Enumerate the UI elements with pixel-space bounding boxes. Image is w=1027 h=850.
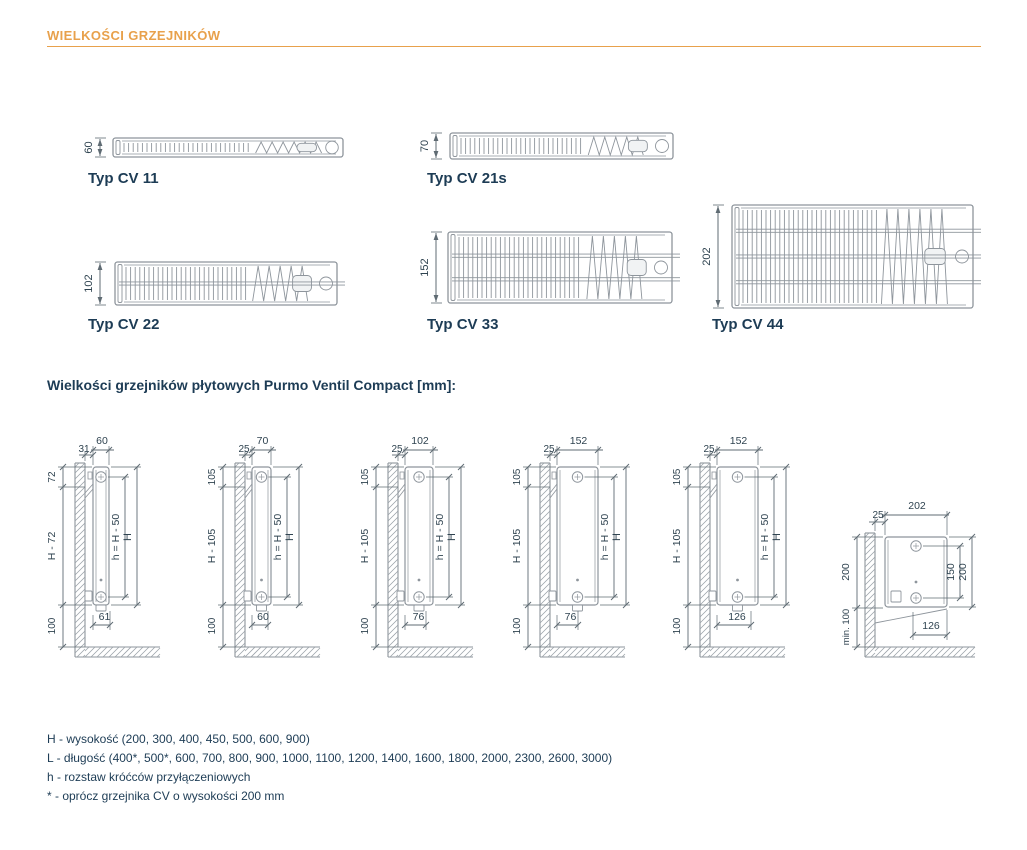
- section-heading: Wielkości grzejników płytowych Purmo Ventil Compact [mm]:: [47, 377, 457, 393]
- side-view-diagram-5: [671, 435, 790, 657]
- dim-middle: H - 105: [671, 528, 683, 564]
- dim-bottom-width: 76: [412, 611, 425, 623]
- dim-wall-gap: 25: [703, 444, 715, 455]
- side-view-diagram-3: [359, 435, 473, 657]
- side-view-diagram-1: [46, 435, 160, 657]
- dim-top-width: 202: [908, 500, 926, 512]
- dim-outer-height: H: [446, 533, 458, 541]
- dim-lower: 100: [360, 617, 371, 635]
- dim-wall-gap: 25: [872, 510, 884, 521]
- page-title: WIELKOŚCI GRZEJNIKÓW: [47, 28, 221, 43]
- side-view-diagram-2: [206, 435, 320, 657]
- type-label-cv44: Typ CV 44: [712, 316, 784, 333]
- dim-outer-height: H: [284, 533, 296, 541]
- top-view-height-label: 152: [419, 258, 431, 277]
- legend-length: L - długość (400*, 500*, 600, 700, 800, 900, 1000, 1100, 1200, 1400, 1600, 1800, 2000, 2300, 2600, 3000): [47, 751, 613, 765]
- dim-inner-height: h = H - 50: [599, 513, 611, 561]
- dim-middle: H - 105: [206, 528, 218, 564]
- side-view-diagram-4: [511, 435, 630, 657]
- dim-middle: H - 105: [511, 528, 523, 564]
- dim-inner-height: h = H - 50: [759, 513, 771, 561]
- dim-lower: 100: [207, 617, 218, 635]
- dim-upper: 105: [360, 468, 371, 486]
- dim-top-width: 70: [256, 435, 269, 447]
- legend-footnote: * - oprócz grzejnika CV o wysokości 200 mm: [47, 789, 285, 803]
- radiator-top-view-3: [83, 262, 345, 305]
- dim-lower: 100: [672, 617, 683, 635]
- dim-lower: 100: [47, 617, 58, 635]
- dim-top-width: 152: [569, 435, 588, 447]
- dim-wall-gap: 25: [238, 444, 250, 455]
- corner-view-diagram: [840, 500, 976, 657]
- top-view-height-label: 60: [83, 141, 95, 154]
- dim-wall-gap: 25: [391, 444, 403, 455]
- dim-wall-gap: 31: [78, 444, 90, 455]
- dim-inner-height: h = H - 50: [272, 513, 284, 561]
- dim-bottom-left: min. 100: [841, 608, 852, 646]
- dim-upper: 105: [207, 468, 218, 486]
- dim-bottom-width: 76: [564, 611, 577, 623]
- radiator-top-view-4: [419, 232, 680, 303]
- dim-middle: H - 105: [359, 528, 371, 564]
- dim-inner-height: h = H - 50: [434, 513, 446, 561]
- type-label-cv11: Typ CV 11: [88, 170, 159, 187]
- top-view-height-label: 202: [701, 247, 713, 266]
- header-divider: [47, 46, 981, 47]
- dim-top-width: 102: [411, 435, 429, 447]
- dim-lower: 100: [512, 617, 523, 635]
- dim-top-width: 152: [729, 435, 748, 447]
- dim-bottom-width: 61: [98, 611, 111, 623]
- dim-right-height: 200: [957, 563, 969, 581]
- type-label-cv33: Typ CV 33: [427, 316, 499, 333]
- dim-wall-gap: 25: [543, 444, 555, 455]
- dim-upper: 105: [672, 468, 683, 486]
- dim-inner-height: h = H - 50: [110, 513, 122, 561]
- dim-inner-height: 150: [945, 563, 957, 581]
- type-label-cv22: Typ CV 22: [88, 316, 160, 333]
- dim-middle: H - 72: [46, 531, 58, 561]
- radiator-top-view-1: [83, 138, 343, 157]
- dim-bottom-width: 126: [728, 611, 746, 623]
- dim-top-width: 60: [96, 435, 108, 447]
- radiator-top-view-2: [419, 133, 673, 159]
- dim-bottom-width: 60: [257, 611, 269, 623]
- dim-bottom-width: 126: [922, 620, 940, 632]
- dim-left-height: 200: [840, 563, 852, 581]
- dim-outer-height: H: [122, 533, 134, 541]
- legend-height: H - wysokość (200, 300, 400, 450, 500, 600, 900): [47, 732, 310, 746]
- top-view-height-label: 102: [83, 274, 95, 293]
- type-label-cv21s: Typ CV 21s: [427, 170, 507, 187]
- radiator-top-view-5: [701, 205, 981, 308]
- dim-outer-height: H: [771, 533, 783, 541]
- legend-spacing: h - rozstaw króćców przyłączeniowych: [47, 770, 251, 784]
- dim-outer-height: H: [611, 533, 623, 541]
- dim-upper: 72: [47, 471, 58, 483]
- top-view-height-label: 70: [419, 139, 431, 153]
- dim-upper: 105: [512, 468, 523, 486]
